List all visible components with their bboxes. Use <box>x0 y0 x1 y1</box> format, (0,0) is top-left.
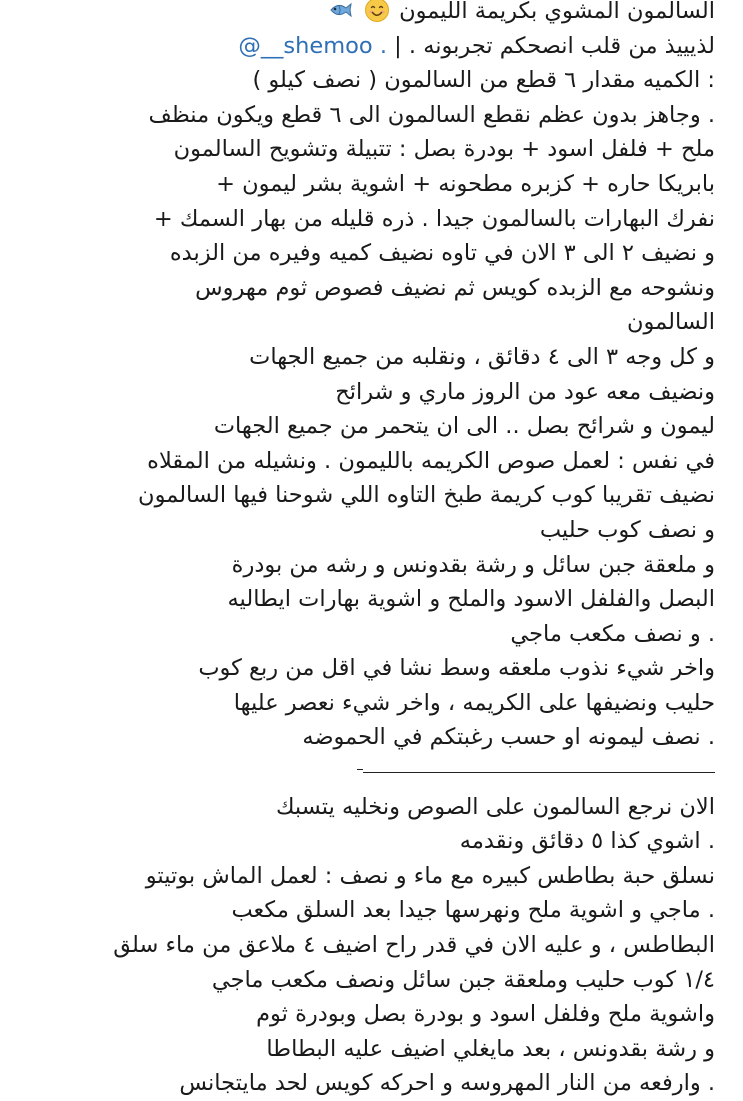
byline <box>18 29 715 64</box>
recipe-line: نضيف تقريبا كوب كريمة طبخ التاوه اللي شوحنا فيها السالمون <box>138 482 715 509</box>
recipe-line: حليب ونضيفها على الكريمه ، واخر شيء نعصر عليها <box>233 689 715 716</box>
recipe-line: نفرك البهارات بالسالمون جيدا . ذره قليله من بهار السمك + <box>153 205 715 232</box>
recipe-line: . اشوي كذا ٥ دقائق ونقدمه <box>459 828 715 855</box>
recipe-line: و ملعقة جبن سائل و رشة بقدونس و رشه من بودرة <box>231 551 715 578</box>
recipe-line: ونشوحه مع الزبده كويس ثم نضيف فصوص ثوم مهروس <box>195 274 715 301</box>
author-mention-link[interactable]: @__shemoo . <box>238 32 388 59</box>
recipe-line: السالمون <box>626 309 715 336</box>
recipe-line: و نضيف ٢ الى ٣ الان في تاوه نضيف كميه وفيره من الزبده <box>169 240 715 267</box>
recipe-line: و نصف كوب حليب <box>539 516 715 543</box>
recipe-line: و كل وجه ٣ الى ٤ دقائق ، ونقلبه من جميع الجهات <box>249 343 715 370</box>
recipe-title: السالمون المشوي بكريمة الليمون <box>399 0 715 24</box>
recipe-line: : الكميه مقدار ٦ قطع من السالمون ( نصف كيلو ) <box>252 67 715 94</box>
recipe-line: ١/٤ كوب حليب وملعقة جبن سائل ونصف مكعب ماجي <box>211 966 715 993</box>
recipe-line: الان نرجع السالمون على الصوص ونخليه يتسبك <box>275 793 715 820</box>
byline-text: لذيييذ من قلب انصحكم تجربونه . <box>408 32 715 59</box>
divider-tick <box>357 769 363 770</box>
recipe-line: . وارفعه من النار المهروسه و احركه كويس لحد مايتجانس <box>179 1070 715 1097</box>
fish-icon <box>327 0 353 23</box>
recipe-line: . و نصف مكعب ماجي <box>510 620 715 647</box>
smiling-face-icon <box>364 0 390 23</box>
recipe-line: و رشة بقدونس ، بعد مايغلي اضيف عليه البطاطا <box>266 1035 715 1062</box>
recipe-line: في نفس : لعمل صوص الكريمه بالليمون . ونشيله من المقلاه <box>147 447 715 474</box>
recipe-line: ملح + فلفل اسود + بودرة بصل : تتبيلة وتشويح السالمون <box>173 136 715 163</box>
recipe-line: ليمون و شرائح بصل .. الى ان يتحمر من جميع الجهات <box>213 413 715 440</box>
recipe-line: . وجاهز بدون عظم نقطع السالمون الى ٦ قطع ويكون منظف <box>148 101 715 128</box>
recipe-line: واخر شيء نذوب ملعقه وسط نشا في اقل من ربع كوب <box>198 655 715 682</box>
recipe-line: بابريكا حاره + كزبره مطحونه + اشوية بشر ليمون + <box>216 170 715 197</box>
byline-separator: | <box>394 32 402 59</box>
divider-line <box>363 772 715 773</box>
recipe-line: البطاطس ، و عليه الان في قدر راح اضيف ٤ ملاعق من ماء سلق <box>113 932 715 959</box>
recipe-line: ونضيف معه عود من الروز ماري و شرائح <box>335 378 715 405</box>
recipe-title-line <box>18 0 715 29</box>
recipe-line: . ماجي و اشوية ملح ونهرسها جيدا بعد السلق مكعب <box>231 897 715 924</box>
recipe-line: واشوية ملح وفلفل اسود و بودرة بصل وبودرة ثوم <box>256 1001 715 1028</box>
recipe-line: نسلق حبة بطاطس كبيره مع ماء و نصف : لعمل الماش بوتيتو <box>145 862 715 889</box>
section-divider <box>18 755 715 790</box>
recipe-line: البصل والفلفل الاسود والملح و اشوية بهارات ايطاليه <box>227 586 715 613</box>
recipe-line: . نصف ليمونه او حسب رغبتكم في الحموضه <box>302 724 715 751</box>
